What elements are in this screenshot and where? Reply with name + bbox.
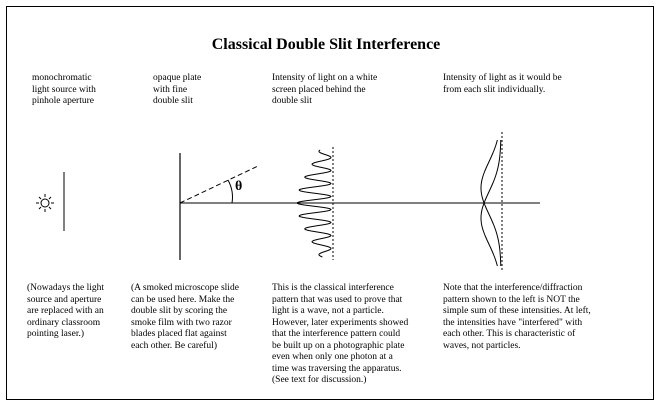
caption-screen-intensity: Intensity of light on a white screen placed behind the double slit	[272, 73, 378, 106]
diagram-title: Classical Double Slit Interference	[211, 36, 441, 53]
sun-icon	[36, 194, 54, 212]
angle-theta-label: θ	[235, 179, 243, 194]
note-laser: (Nowadays the light source and aperture are replaced with an ordinary classroom pointing laser.)	[27, 283, 105, 339]
note-smoked-slide: (A smoked microscope slide can be used here. Make the double slit by scoring the smoke film with two razor blades placed flat against each other. Be careful)	[131, 283, 239, 351]
angle-arc	[228, 180, 233, 203]
note-interference-pattern: This is the classical interference pattern that was used to prove that light is a wave, not a particle. However, later experiments showed that the interference pattern could be built up on a photographic plate even when only one photon at a time was traversing the apparatus. (See text for discussion.)	[272, 283, 409, 385]
note-not-simple-sum: Note that the interference/diffraction pattern shown to the left is NOT the simple sum of these intensities. At left, the intensities have "interfered" with each other. This is characteristic of waves, not particles.	[443, 283, 591, 351]
caption-opaque-plate: opaque plate with fine double slit	[153, 73, 202, 106]
caption-light-source: monochromatic light source with pinhole aperture	[32, 73, 96, 106]
caption-individual-intensity: Intensity of light as it would be from each slit individually.	[443, 73, 562, 95]
angle-ray	[180, 166, 258, 203]
